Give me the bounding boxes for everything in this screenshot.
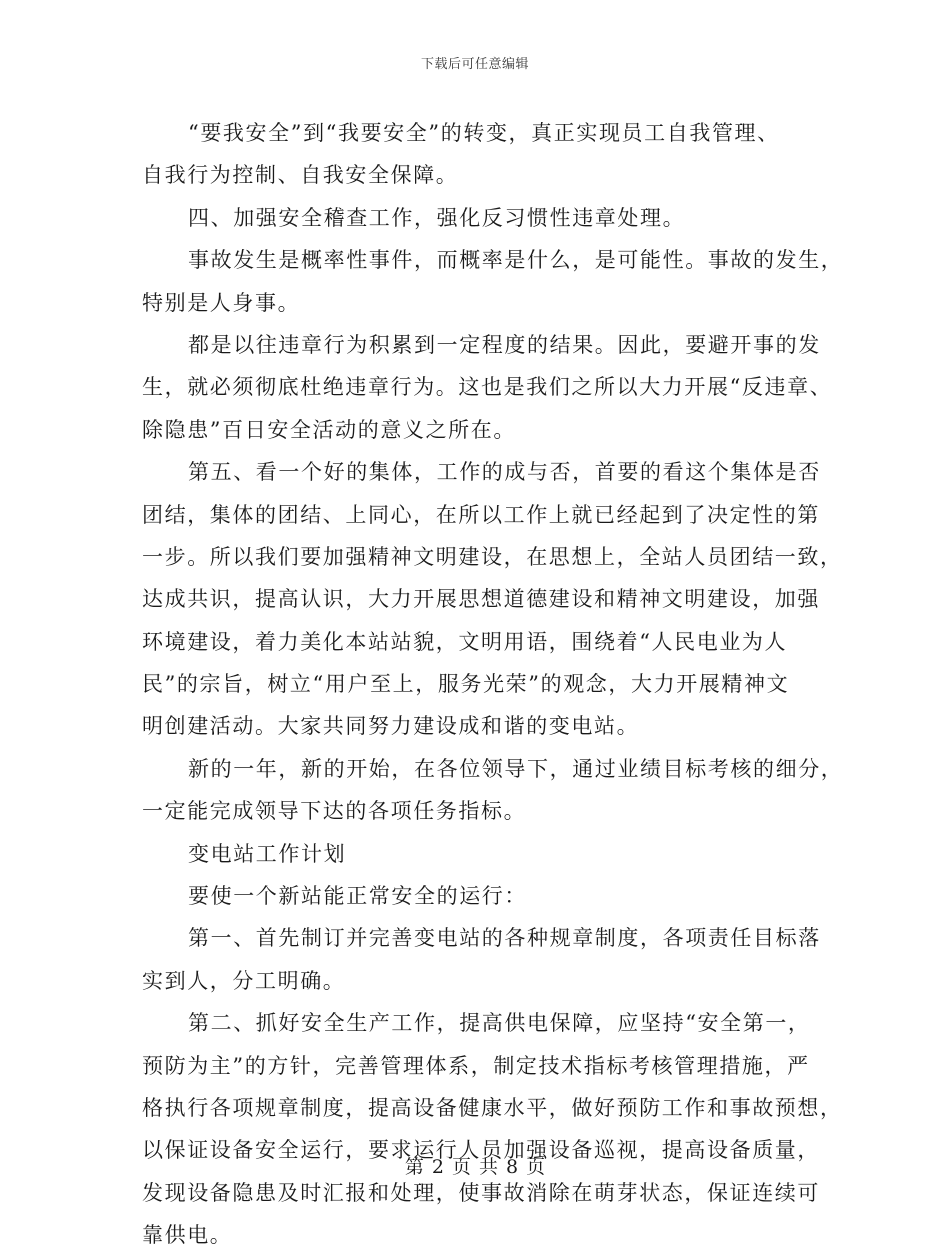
text-line: 环境建设，着力美化本站站貌，文明用语，围绕着“人民电业为人 bbox=[142, 629, 788, 654]
text-line: 团结，集体的团结、上同心，在所以工作上就已经起到了决定性的第 bbox=[142, 502, 820, 527]
text-line: 第五、看一个好的集体，工作的成与否，首要的看这个集体是否 bbox=[188, 460, 821, 485]
document-body bbox=[142, 112, 844, 1257]
text-line: 事故发生是概率性事件，而概率是什么，是可能性。事故的发生， bbox=[188, 248, 844, 273]
page-number: 第 2 页 共 8 页 bbox=[404, 1156, 546, 1178]
text-line: 发现设备隐患及时汇报和处理，使事故消除在萌芽状态，保证连续可 bbox=[142, 1180, 820, 1205]
text-line: 格执行各项规章制度，提高设备健康水平，做好预防工作和事故预想， bbox=[142, 1095, 843, 1120]
text-line: 第一、首先制订并完善变电站的各种规章制度，各项责任目标落 bbox=[188, 926, 821, 951]
text-line: 第二、抓好安全生产工作，提高供电保障，应坚持“安全第一， bbox=[188, 1011, 811, 1036]
text-line: 实到人，分工明确。 bbox=[142, 968, 346, 993]
text-line: 四、加强安全稽查工作，强化反习惯性违章处理。 bbox=[188, 205, 686, 230]
text-line: 民”的宗旨，树立“用户至上，服务光荣”的观念，大力开展精神文 bbox=[142, 672, 790, 697]
text-line: 都是以往违章行为积累到一定程度的结果。因此，要避开事的发 bbox=[188, 332, 821, 357]
text-line: 一步。所以我们要加强精神文明建设，在思想上，全站人员团结一致， bbox=[142, 544, 843, 569]
text-line: 一定能完成领导下达的各项任务指标。 bbox=[142, 799, 527, 824]
text-line: 自我行为控制、自我安全保障。 bbox=[142, 163, 459, 188]
page-header: 下载后可任意编辑 bbox=[420, 57, 529, 72]
text-line: 靠供电。 bbox=[142, 1223, 233, 1248]
text-line: 预防为主”的方针，完善管理体系，制定技术指标考核管理措施，严 bbox=[142, 1053, 810, 1078]
text-line: 要使一个新站能正常安全的运行： bbox=[188, 884, 527, 909]
text-line: 生，就必须彻底杜绝违章行为。这也是我们之所以大力开展“反违章、 bbox=[142, 375, 833, 400]
text-line: 新的一年，新的开始，在各位领导下，通过业绩目标考核的细分， bbox=[188, 756, 844, 781]
section-heading: 变电站工作计划 bbox=[188, 841, 347, 866]
text-line: 明创建活动。大家共同努力建设成和谐的变电站。 bbox=[142, 714, 640, 739]
text-line: “要我安全”到“我要安全”的转变，真正实现员工自我管理、 bbox=[188, 121, 780, 145]
text-line: 特别是人身事。 bbox=[142, 290, 301, 315]
text-line: 达成共识，提高认识，大力开展思想道德建设和精神文明建设，加强 bbox=[142, 587, 820, 612]
text-line: 除隐患”百日安全活动的意义之所在。 bbox=[142, 417, 516, 442]
text-line: 以保证设备安全运行，要求运行人员加强设备巡视，提高设备质量， bbox=[142, 1138, 820, 1163]
